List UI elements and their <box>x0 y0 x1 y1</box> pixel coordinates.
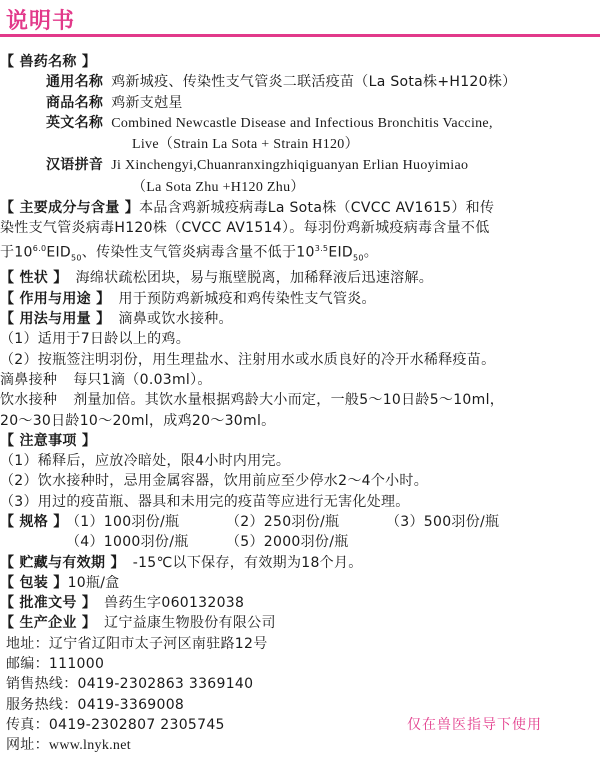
postcode-row <box>0 654 600 674</box>
spec-5: （5）2000羽份/瓶 <box>226 534 349 551</box>
dosage-row <box>0 309 600 329</box>
sales-hotline-label: 销售热线： <box>6 676 78 693</box>
pinyin-row-2 <box>0 177 600 198</box>
package-row <box>0 573 600 593</box>
document-title: 说明书 <box>6 9 76 34</box>
storage-label: 【 贮藏与有效期 】 <box>0 554 125 571</box>
manufacturer-value: 辽宁益康生物股份有限公司 <box>104 615 276 632</box>
website-label: 网址： <box>6 737 49 754</box>
generic-name-label: 通用名称 <box>46 74 104 91</box>
dosage-line-4 <box>0 390 600 410</box>
english-name-row-2 <box>0 134 600 155</box>
notes-line-1: （1）稀释后，应放冷暗处，限4小时内用完。 <box>0 453 291 470</box>
composition-line-1: 本品含鸡新城疫病毒La Sota株（CVCC AV1615）和传 <box>139 200 495 217</box>
approval-label: 【 批准文号 】 <box>0 595 97 612</box>
dosage-line-5: 20～30日龄10～20ml，成鸡20～30ml。 <box>0 412 276 429</box>
approval-row <box>0 593 600 613</box>
composition-text-c: 、传染性支气管炎病毒含量不低于10 <box>81 244 315 261</box>
notes-label: 【 注意事项 】 <box>0 432 97 449</box>
properties-value: 海绵状疏松团块，易与瓶壁脱离，加稀释液后迅速溶解。 <box>75 270 434 287</box>
sales-hotline-row <box>0 674 600 694</box>
section-vet-drug-name: 【 兽药名称 】 <box>0 54 97 70</box>
title-rule <box>0 34 600 37</box>
drinking-water-key: 饮水接种 <box>0 392 58 409</box>
dosage-value: 滴鼻或饮水接种。 <box>118 311 233 328</box>
pinyin-label: 汉语拼音 <box>46 157 104 174</box>
english-name-label: 英文名称 <box>46 114 104 131</box>
package-label: 【 包装 】 <box>0 574 68 591</box>
trade-name-label: 商品名称 <box>46 94 104 111</box>
composition-sub-1: 50 <box>71 253 82 263</box>
notes-line-3: （3）用过的疫苗瓶、器具和未用完的疫苗等应进行无害化处理。 <box>0 493 410 510</box>
manufacturer-label: 【 生产企业 】 <box>0 615 97 632</box>
storage-value: -15℃以下保存，有效期为18个月。 <box>132 554 363 571</box>
nasal-drop-key: 滴鼻接种 <box>0 371 58 388</box>
nasal-drop-value: 每只1滴（0.03ml）。 <box>73 371 212 388</box>
specs-row-1 <box>0 512 600 532</box>
properties-row <box>0 268 600 288</box>
specs-row-2 <box>0 532 600 552</box>
manufacturer-row <box>0 613 600 633</box>
service-hotline-label: 服务热线： <box>6 696 78 713</box>
english-name-value-2: Live（Strain La Sota + Strain H120） <box>132 137 359 153</box>
composition-row <box>0 198 600 218</box>
dosage-line-3 <box>0 370 600 390</box>
pinyin-value-2: （La Sota Zhu +H120 Zhu） <box>132 179 305 195</box>
vet-guidance-note: 仅在兽医指导下使用 <box>407 717 542 733</box>
dosage-line-1: （1）适用于7日龄以上的鸡。 <box>0 331 191 348</box>
english-name-row <box>0 113 600 134</box>
pinyin-row <box>0 155 600 176</box>
address-label: 地址： <box>6 635 49 652</box>
leaflet-body <box>0 52 600 757</box>
composition-text-d: EID <box>328 244 353 261</box>
usage-value: 用于预防鸡新城疫和鸡传染性支气管炎。 <box>118 290 376 307</box>
sales-hotline-value: 0419-2302863 3369140 <box>77 676 254 693</box>
composition-sub-2: 50 <box>352 253 364 263</box>
package-value: 10瓶/盒 <box>67 574 120 591</box>
composition-line-2: 染性支气管炎病毒H120株（CVCC AV1514）。每羽份鸡新城疫病毒含量不低 <box>0 220 490 237</box>
composition-sup-2: 3.5 <box>314 243 329 253</box>
composition-line-3 <box>0 239 600 269</box>
specs-label: 【 规格 】 <box>0 513 68 530</box>
notes-line-2: （2）饮水接种时，忌用金属容器，饮用前应至少停水2～4个小时。 <box>0 473 429 490</box>
trade-name-row <box>0 93 600 113</box>
english-name-value-1: Combined Newcastle Disease and Infectious Bronchitis Vaccine, <box>111 115 493 131</box>
address-row <box>0 634 600 654</box>
website-value: www.lnyk.net <box>48 738 131 754</box>
fax-value: 0419-2302807 2305745 <box>48 716 225 733</box>
website-row <box>0 735 600 756</box>
drinking-water-value: 剂量加倍。其饮水量根据鸡龄大小而定，一般5～10日龄5～10ml， <box>73 392 505 409</box>
generic-name-value: 鸡新城疫、传染性支气管炎二联活疫苗（La Sota株+H120株） <box>111 74 517 91</box>
spec-1: （1）100羽份/瓶 <box>66 513 180 530</box>
usage-label: 【 作用与用途 】 <box>0 290 111 307</box>
composition-label: 【 主要成分与含量 】 <box>0 200 140 217</box>
composition-text-b: EID <box>46 244 71 261</box>
storage-row <box>0 553 600 573</box>
properties-label: 【 性状 】 <box>0 270 68 287</box>
dosage-label: 【 用法与用量 】 <box>0 311 111 328</box>
service-hotline-row <box>0 695 600 715</box>
service-hotline-value: 0419-3369008 <box>77 696 185 713</box>
generic-name-row <box>0 72 600 92</box>
dosage-line-2: （2）按瓶签注明羽份，用生理盐水、注射用水或水质良好的冷开水稀释疫苗。 <box>0 351 496 368</box>
spec-4: （4）1000羽份/瓶 <box>66 534 189 551</box>
approval-value: 兽药生字060132038 <box>104 595 245 612</box>
usage-row <box>0 289 600 309</box>
address-value: 辽宁省辽阳市太子河区南驻路12号 <box>48 635 268 652</box>
composition-text-a: 于10 <box>0 244 33 261</box>
spec-2: （2）250羽份/瓶 <box>226 513 340 530</box>
postcode-value: 111000 <box>48 656 105 673</box>
trade-name-value: 鸡新支尅星 <box>111 94 183 111</box>
postcode-label: 邮编： <box>6 656 49 673</box>
spec-3: （3）500羽份/瓶 <box>386 513 500 530</box>
composition-text-e: 。 <box>363 244 379 261</box>
composition-sup-1: 6.0 <box>32 243 47 253</box>
pinyin-value-1: Ji Xinchengyi,Chuanranxingzhiqiguanyan Erlian Huoyimiao <box>111 158 469 174</box>
fax-label: 传真： <box>6 716 49 733</box>
